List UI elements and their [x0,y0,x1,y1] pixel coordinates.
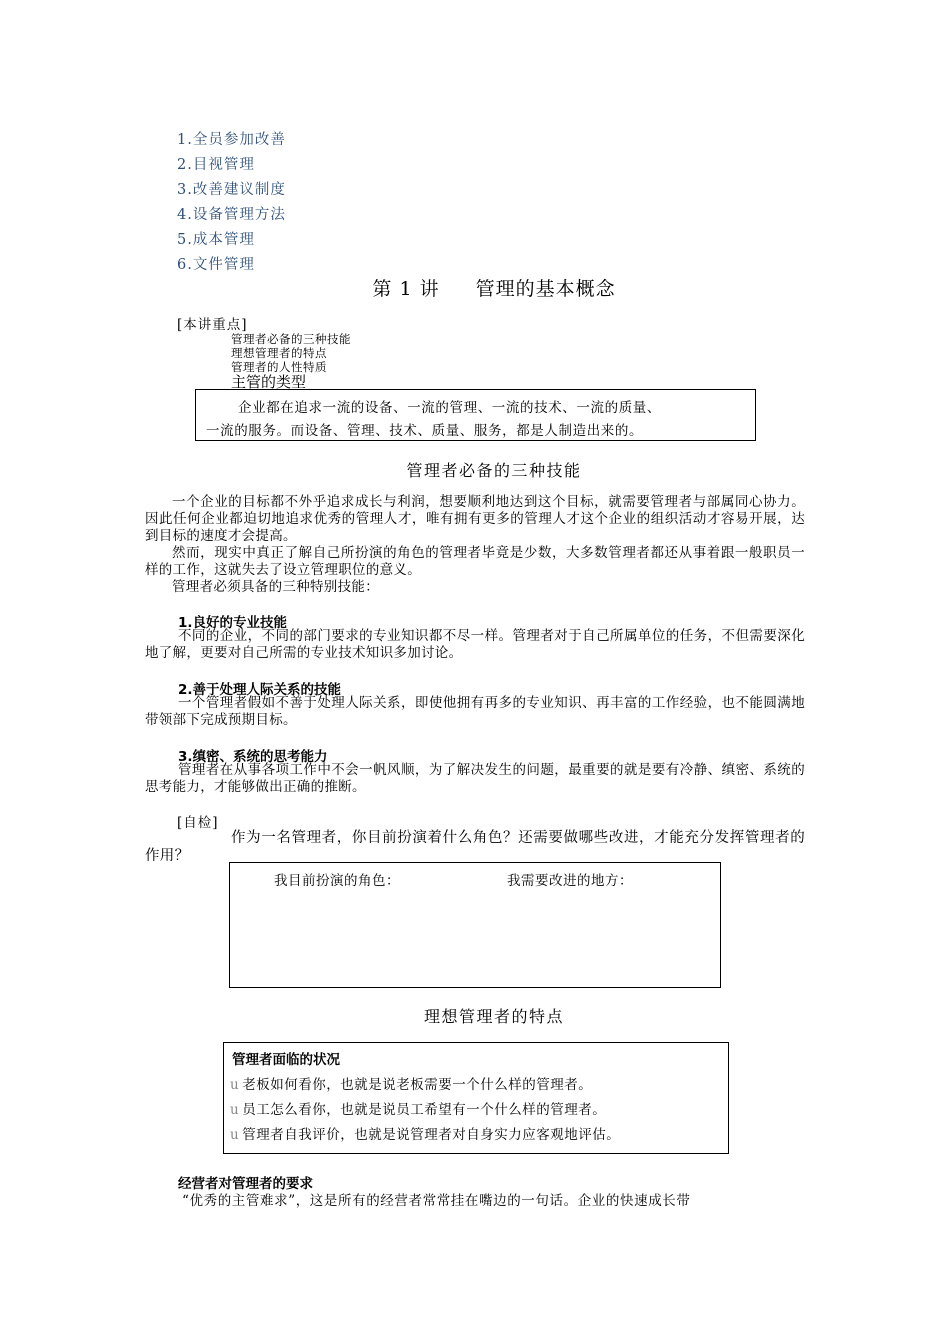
skill-text-1: 不同的企业，不同的部门要求的专业知识都不尽一样。管理者对于自己所属单位的任务，不但需要深化地了解，更要对自己所需的专业技术知识多加讨论。 [145,628,805,661]
lecture-number: 第 1 讲 [372,278,440,300]
situation-item-1: u 老板如何看你，也就是说老板需要一个什么样的管理者。 [230,1077,593,1093]
skill-title-2: 2.善于处理人际关系的技能 [178,682,342,698]
skill-text-2: 一个管理者假如不善于处理人际关系，即使他拥有再多的专业知识、再丰富的工作经验，也不能圆满地带领部下完成预期目标。 [145,695,805,728]
lecture-title: 管理的基本概念 [475,278,616,300]
key-point-3: 管理者的人性特质 [231,360,327,374]
toc-item-1[interactable]: 1.全员参加改善 [177,132,286,148]
self-check-answer-box[interactable] [229,862,721,988]
lecture-heading [0,274,950,301]
skills-paragraph-3: 管理者必须具备的三种特别技能： [172,579,379,595]
improvement-label: 我需要改进的地方： [507,873,633,889]
situation-item-3: u 管理者自我评价，也就是说管理者对自身实力应客观地评估。 [230,1127,621,1143]
situation-box-title: 管理者面临的状况 [232,1052,340,1068]
intro-box [195,389,756,441]
bullet-icon: u [230,1127,240,1143]
key-point-4: 主管的类型 [231,373,307,391]
toc-item-2[interactable]: 2.目视管理 [177,157,255,173]
self-check-label: [自检] [177,815,219,831]
toc-item-5[interactable]: 5.成本管理 [177,232,255,248]
requirements-text: “优秀的主管难求”，这是所有的经营者常常挂在嘴边的一句话。企业的快速成长带 [182,1193,691,1209]
skills-paragraph-1: 一个企业的目标都不外乎追求成长与利润，想要顺利地达到这个目标，就需要管理者与部属同心协力。因此任何企业都迫切地追求优秀的管理人才，唯有拥有更多的管理人才这个企业的组织活动才容易开展，达到目标的速度才会提高。 [145,494,805,544]
key-points-label: [本讲重点] [177,317,248,333]
bullet-icon: u [230,1077,240,1093]
current-role-label: 我目前扮演的角色： [274,873,400,889]
key-point-1: 管理者必备的三种技能 [231,332,351,346]
self-check-question: 作为一名管理者，你目前扮演着什么角色？还需要做哪些改进，才能充分发挥管理者的作用？ [145,830,805,864]
skill-title-3: 3.缜密、系统的思考能力 [178,749,328,765]
skills-paragraph-2: 然而，现实中真正了解自己所扮演的角色的管理者毕竟是少数，大多数管理者都还从事着跟一般职员一样的工作，这就失去了设立管理职位的意义。 [145,545,805,578]
skill-text-3: 管理者在从事各项工作中不会一帆风顺，为了解决发生的问题，最重要的就是要有冷静、缜密、系统的思考能力，才能够做出正确的推断。 [145,762,805,795]
toc-item-4[interactable]: 4.设备管理方法 [177,207,286,223]
key-point-2: 理想管理者的特点 [231,346,327,360]
section-title-skills: 管理者必备的三种技能 [406,461,582,480]
requirements-title: 经营者对管理者的要求 [178,1176,313,1192]
situation-item-2: u 员工怎么看你，也就是说员工希望有一个什么样的管理者。 [230,1102,607,1118]
toc-item-6[interactable]: 6.文件管理 [177,257,255,273]
intro-line-2: 一流的服务。而设备、管理、技术、质量、服务，都是人制造出来的。 [206,423,644,439]
section-title-ideal-manager: 理想管理者的特点 [423,1007,564,1026]
skill-title-1: 1.良好的专业技能 [178,615,288,631]
toc-item-3[interactable]: 3.改善建议制度 [177,182,286,198]
situation-box [223,1042,729,1154]
bullet-icon: u [230,1102,240,1118]
intro-line-1: 企业都在追求一流的设备、一流的管理、一流的技术、一流的质量、 [238,400,661,416]
